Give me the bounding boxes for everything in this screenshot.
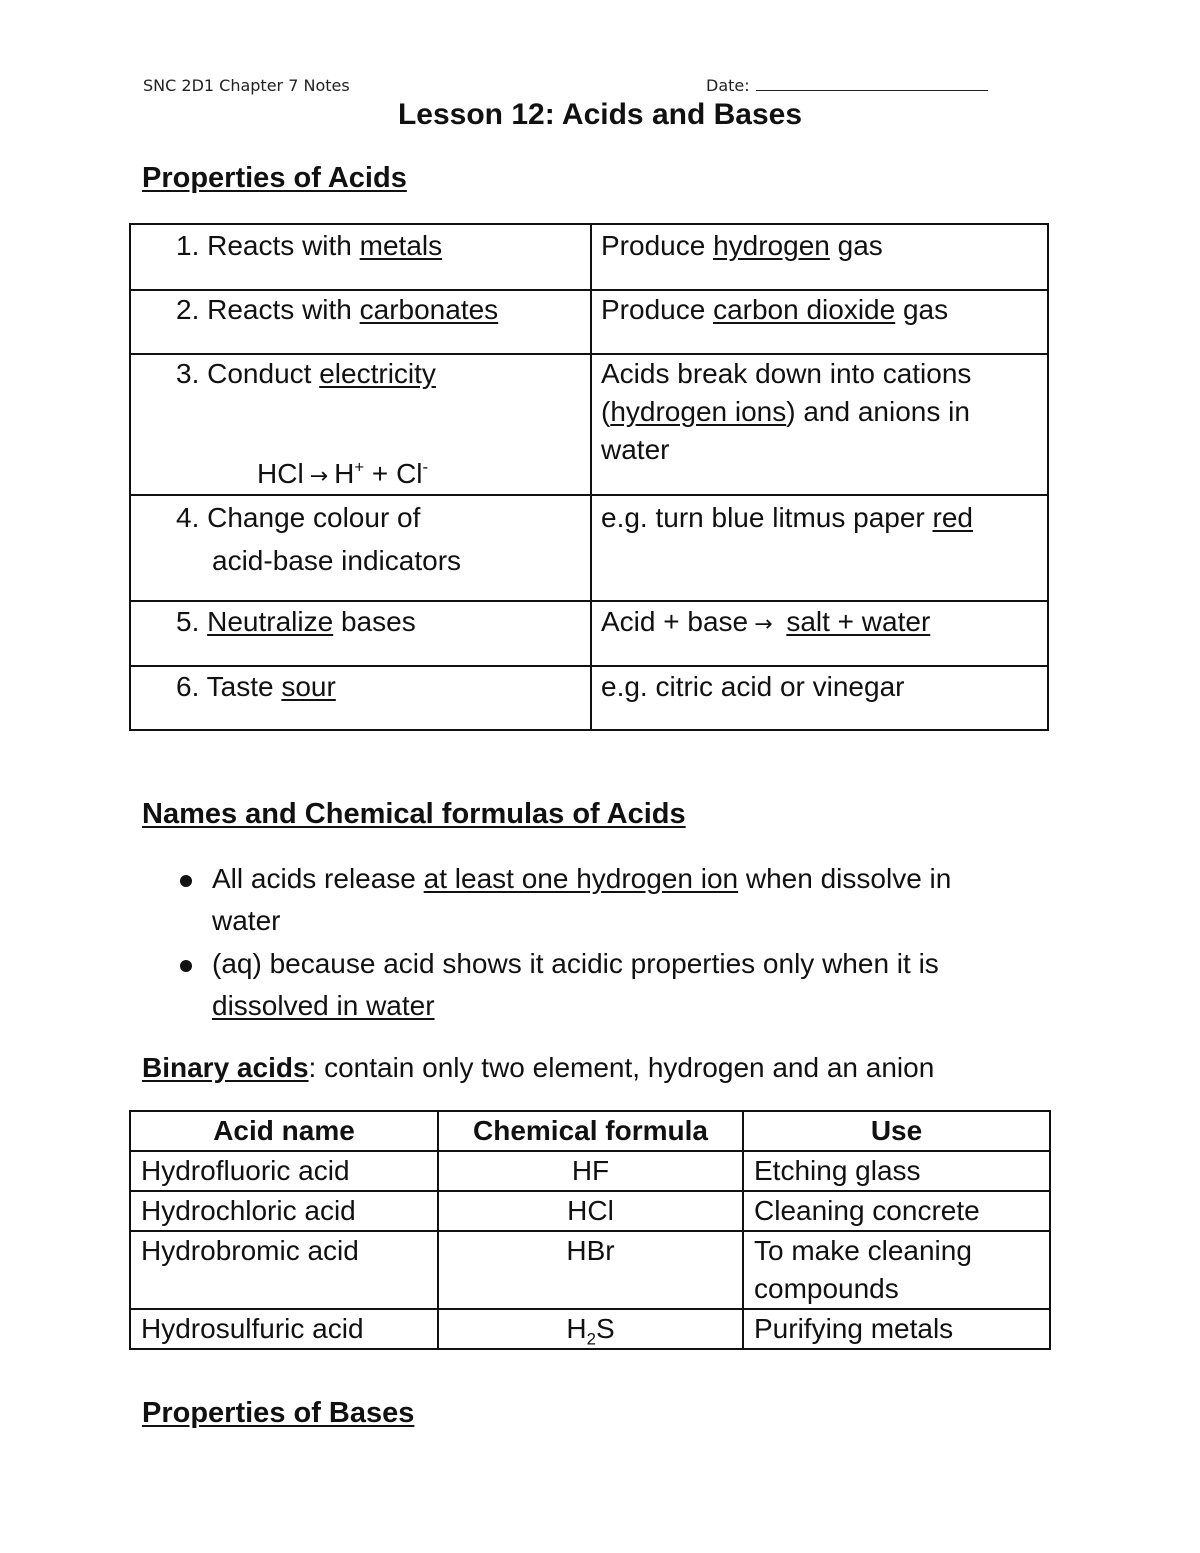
acid-property-4: 4. Change colour of acid-base indicators <box>176 502 462 576</box>
table-border <box>129 223 1049 225</box>
formula-cell: $H_2S$ <box>438 1309 743 1349</box>
acid-property-5: 5. Neutralize bases <box>176 606 416 637</box>
table-border <box>129 665 1049 667</box>
course-header: SNC 2D1 Chapter 7 Notes <box>143 76 350 95</box>
acid-result-5: Acid + base → salt + water <box>601 603 930 644</box>
bullet-icon <box>180 960 192 972</box>
acid-result-1: Produce hydrogen gas <box>601 230 883 261</box>
acid-result-4: e.g. turn blue litmus paper red <box>601 502 973 533</box>
table-border <box>1047 223 1049 731</box>
use-cell: Etching glass <box>743 1151 1050 1191</box>
acid-property-6: 6. Taste sour <box>176 671 336 702</box>
column-header: Chemical formula <box>438 1111 743 1151</box>
arrow-icon: → <box>309 464 329 489</box>
bullet-icon <box>180 875 192 887</box>
table-border <box>129 600 1049 602</box>
table-header-row <box>130 1111 1050 1151</box>
use-cell: To make cleaning compounds <box>743 1231 1050 1309</box>
acid-properties-table <box>129 223 1049 731</box>
acid-property-2: 2. Reacts with carbonates <box>176 294 499 325</box>
page-title: Lesson 12: Acids and Bases <box>397 98 803 131</box>
column-header: Use <box>743 1111 1050 1151</box>
table-border <box>590 223 592 731</box>
hcl-dissociation-equation: HCl → H+ + Cl- <box>257 455 428 496</box>
acid-property-1: 1. Reacts with metals <box>176 230 443 261</box>
acid-name-cell: Hydrofluoric acid <box>130 1151 438 1191</box>
date-field <box>706 76 988 95</box>
acid-name-cell: Hydrosulfuric acid <box>130 1309 438 1349</box>
bullet-item-1: All acids release at least one hydrogen ion when dissolve in water <box>212 863 952 936</box>
formula-cell: HBr <box>438 1231 743 1309</box>
column-header: Acid name <box>130 1111 438 1151</box>
table-row <box>130 1191 1050 1231</box>
binary-acids-table <box>129 1110 1051 1350</box>
table-row <box>130 1231 1050 1309</box>
table-row <box>130 1309 1050 1349</box>
use-cell: Cleaning concrete <box>743 1191 1050 1231</box>
use-cell: Purifying metals <box>743 1309 1050 1349</box>
acid-name-cell: Hydrobromic acid <box>130 1231 438 1309</box>
bases-heading: Properties of Bases <box>142 1397 415 1429</box>
formula-cell: HF <box>438 1151 743 1191</box>
acid-property-3: 3. Conduct electricity <box>176 358 436 389</box>
date-blank-line[interactable] <box>756 76 988 91</box>
arrow-icon: → <box>754 612 773 637</box>
bullet-item-2: (aq) because acid shows it acidic properties only when it is dissolved in water <box>212 948 939 1021</box>
binary-acids-definition: Binary acids: contain only two element, hydrogen and an anion <box>142 1052 935 1083</box>
table-border <box>129 223 131 731</box>
acid-result-2: Produce carbon dioxide gas <box>601 294 949 325</box>
date-label: Date: <box>706 76 750 95</box>
acid-name-cell: Hydrochloric acid <box>130 1191 438 1231</box>
acids-heading: Properties of Acids <box>142 162 407 194</box>
table-row <box>130 1151 1050 1191</box>
acid-result-6: e.g. citric acid or vinegar <box>601 671 905 702</box>
names-heading: Names and Chemical formulas of Acids <box>142 798 686 830</box>
table-border <box>129 729 1049 731</box>
formula-cell: HCl <box>438 1191 743 1231</box>
acid-result-3: Acids break down into cations (hydrogen ions) and anions in water <box>601 358 972 465</box>
